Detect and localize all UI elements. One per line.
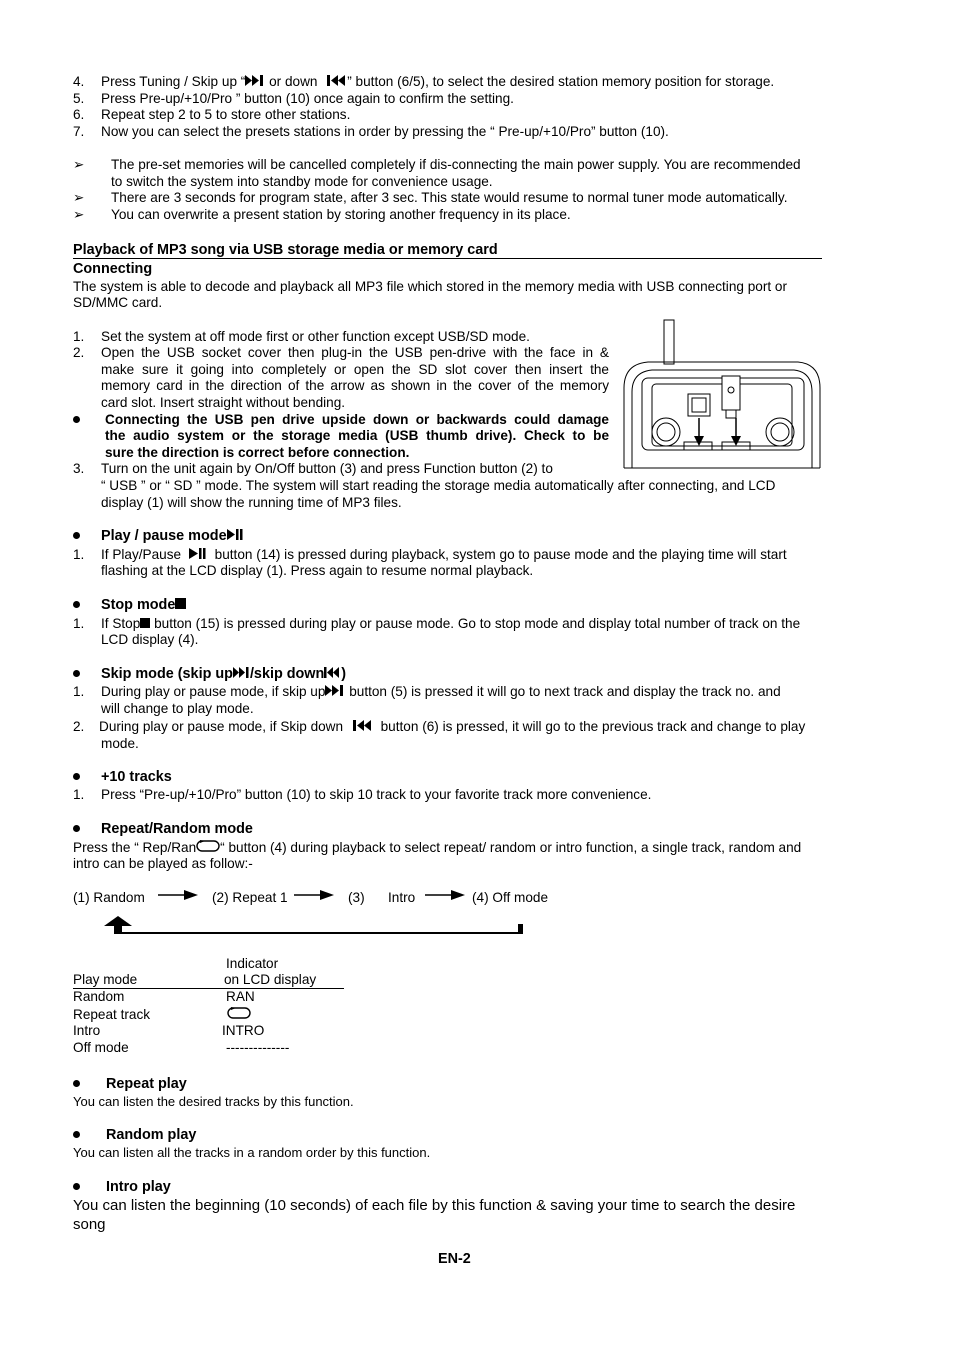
note-text: There are 3 seconds for program state, after 3 sec. This state would resume to normal tuner mode automatically. bbox=[111, 190, 788, 205]
step-text: If Stop button (15) is pressed during play or pause mode. Go to stop mode and display total number of track on the bbox=[101, 616, 801, 631]
step-number: 5. bbox=[73, 91, 85, 106]
step-text: memory card in the direction of the arrow as shown in the cover of the memory bbox=[101, 378, 609, 393]
subsection-title: Skip mode (skip up /skip down ) bbox=[101, 666, 347, 683]
step-text: During play or pause mode, if skip up button (5) is pressed it will go to next track and display the track no. and bbox=[101, 684, 781, 699]
flow-step: (2) Repeat 1 bbox=[212, 890, 288, 905]
step-text: flashing at the LCD display (1). Press again to resume normal playback. bbox=[101, 563, 534, 578]
bullet-icon bbox=[73, 1183, 80, 1190]
table-cell: Random bbox=[73, 989, 125, 1004]
skip-down-icon bbox=[324, 666, 341, 683]
step-text: During play or pause mode, if Skip down button (6) is pressed, it will go to the previous track and change to play bbox=[99, 719, 806, 734]
table-header-row bbox=[73, 972, 344, 989]
bullet-icon bbox=[73, 601, 80, 608]
subsection-title: Connecting bbox=[73, 261, 153, 277]
bullet-icon bbox=[73, 670, 80, 677]
table-cell: Intro bbox=[73, 1023, 101, 1038]
note-text: The pre-set memories will be cancelled completely if dis-connecting the main power supply. You are recommended bbox=[111, 157, 801, 172]
step-text: If Play/Pause button (14) is pressed during playback, system go to pause mode and the playing time will start bbox=[101, 547, 787, 562]
flow-step: Intro bbox=[388, 890, 416, 905]
repeat-icon bbox=[227, 1007, 251, 1024]
step-text: Turn on the unit again by On/Off button (3) and press Function button (2) to bbox=[101, 461, 553, 476]
step-text: card slot. Insert straight without bending. bbox=[101, 395, 346, 410]
note-marker: ➢ bbox=[73, 190, 85, 205]
subsection-title: Repeat play bbox=[106, 1076, 187, 1092]
skip-up-icon bbox=[233, 666, 250, 683]
paragraph: The system is able to decode and playback all MP3 file which stored in the memory media with USB connecting port or bbox=[73, 279, 788, 294]
section-title: Playback of MP3 song via USB storage media or memory card bbox=[73, 243, 822, 259]
loop-back-arrow bbox=[104, 916, 526, 941]
bullet-icon bbox=[73, 773, 80, 780]
paragraph: SD/MMC card. bbox=[73, 295, 163, 310]
flow-step: (3) bbox=[348, 890, 365, 905]
table-cell: RAN bbox=[226, 989, 255, 1004]
step-text: Press “Pre-up/+10/Pro” button (10) to skip 10 track to your favorite track more convenience. bbox=[101, 787, 652, 802]
bullet-icon bbox=[73, 532, 80, 539]
stop-icon bbox=[175, 597, 186, 614]
subsection-title: Repeat/Random mode bbox=[101, 821, 253, 837]
step-text: Press Pre-up/+10/Pro ” button (10) once again to confirm the setting. bbox=[101, 91, 514, 106]
step-number: 3. bbox=[73, 461, 85, 476]
note-marker: ➢ bbox=[73, 207, 85, 222]
table-cell: Off mode bbox=[73, 1040, 129, 1055]
usb-sd-slot-illustration bbox=[622, 318, 824, 477]
step-text: “ USB ” or “ SD ” mode. The system will start reading the storage media automatically after connecting, and LCD bbox=[101, 478, 776, 493]
step-text: Press Tuning / Skip up “ or down ” button (6/5), to select the desired station memory position for storage. bbox=[101, 74, 775, 89]
table-cell: Repeat track bbox=[73, 1007, 151, 1022]
step-number: 1. bbox=[73, 684, 85, 699]
step-text: Repeat step 2 to 5 to store other stations. bbox=[101, 107, 351, 122]
skip-up-icon bbox=[245, 74, 265, 91]
paragraph: intro can be played as follow:- bbox=[73, 856, 253, 871]
arrow-right-icon bbox=[425, 889, 465, 906]
arrow-right-icon bbox=[158, 889, 198, 906]
step-text: will change to play mode. bbox=[101, 701, 254, 716]
step-number: 4. bbox=[73, 74, 85, 89]
repeat-icon bbox=[196, 840, 220, 857]
play-pause-icon bbox=[227, 528, 243, 545]
step-text: LCD display (4). bbox=[101, 632, 199, 647]
note-marker: ➢ bbox=[73, 157, 85, 172]
table-header: Play mode bbox=[73, 972, 138, 987]
step-text: display (1) will show the running time of MP3 files. bbox=[101, 495, 402, 510]
subsection-title: Stop mode bbox=[101, 597, 186, 614]
step-number: 1. bbox=[73, 787, 85, 802]
arrow-right-icon bbox=[294, 889, 334, 906]
step-text: mode. bbox=[101, 736, 139, 751]
paragraph: Press the “ Rep/Ran “ button (4) during playback to select repeat/ random or intro function, a single track, random and bbox=[73, 840, 802, 855]
stop-icon bbox=[140, 616, 150, 633]
step-text: make sure it going into completely or open the SD slot cover then insert the bbox=[101, 362, 609, 377]
subsection-title: Random play bbox=[106, 1127, 197, 1143]
warning-text: the audio system or the storage media (USB thumb drive). Check to be bbox=[105, 428, 609, 443]
flow-step: (4) Off mode bbox=[472, 890, 549, 905]
flow-step: (1) Random bbox=[73, 890, 145, 905]
paragraph: You can listen the beginning (10 seconds) of each file by this function & saving your time to search the desire bbox=[73, 1197, 796, 1214]
step-number: 1. bbox=[73, 547, 85, 562]
page-number: EN-2 bbox=[438, 1251, 471, 1267]
warning-text: Connecting the USB pen drive upside down or backwards could damage bbox=[105, 412, 609, 427]
skip-down-icon bbox=[353, 719, 373, 736]
warning-text: sure the direction is correct before connection. bbox=[105, 445, 410, 460]
subsection-title: Intro play bbox=[106, 1179, 171, 1195]
bullet-icon bbox=[73, 1080, 80, 1087]
bullet-icon bbox=[73, 1131, 80, 1138]
table-header: Indicator bbox=[226, 956, 279, 971]
table-cell: INTRO bbox=[222, 1023, 265, 1038]
note-text: You can overwrite a present station by storing another frequency in its place. bbox=[111, 207, 571, 222]
note-text: to switch the system into standby mode for convenience usage. bbox=[111, 174, 493, 189]
table-cell: -------------- bbox=[226, 1040, 290, 1055]
paragraph: You can listen the desired tracks by this function. bbox=[73, 1094, 354, 1109]
skip-down-icon bbox=[327, 74, 347, 91]
step-text: Open the USB socket cover then plug-in the USB pen-drive with the face in & bbox=[101, 345, 609, 360]
table-header: on LCD display bbox=[224, 972, 317, 987]
subsection-title: +10 tracks bbox=[101, 769, 172, 785]
bullet-icon bbox=[73, 416, 80, 423]
paragraph: song bbox=[73, 1216, 106, 1233]
step-text: Now you can select the presets stations in order by pressing the “ Pre-up/+10/Pro” button (10). bbox=[101, 124, 669, 139]
step-number: 1. bbox=[73, 329, 85, 344]
step-text: Set the system at off mode first or other function except USB/SD mode. bbox=[101, 329, 530, 344]
play-pause-icon bbox=[189, 547, 207, 564]
step-number: 6. bbox=[73, 107, 85, 122]
step-number: 7. bbox=[73, 124, 85, 139]
step-number: 2. bbox=[73, 719, 85, 734]
step-number: 1. bbox=[73, 616, 85, 631]
step-number: 2. bbox=[73, 345, 85, 360]
paragraph: You can listen all the tracks in a random order by this function. bbox=[73, 1145, 431, 1160]
bullet-icon bbox=[73, 825, 80, 832]
skip-up-icon bbox=[325, 684, 345, 701]
subsection-title: Play / pause mode bbox=[101, 528, 243, 545]
